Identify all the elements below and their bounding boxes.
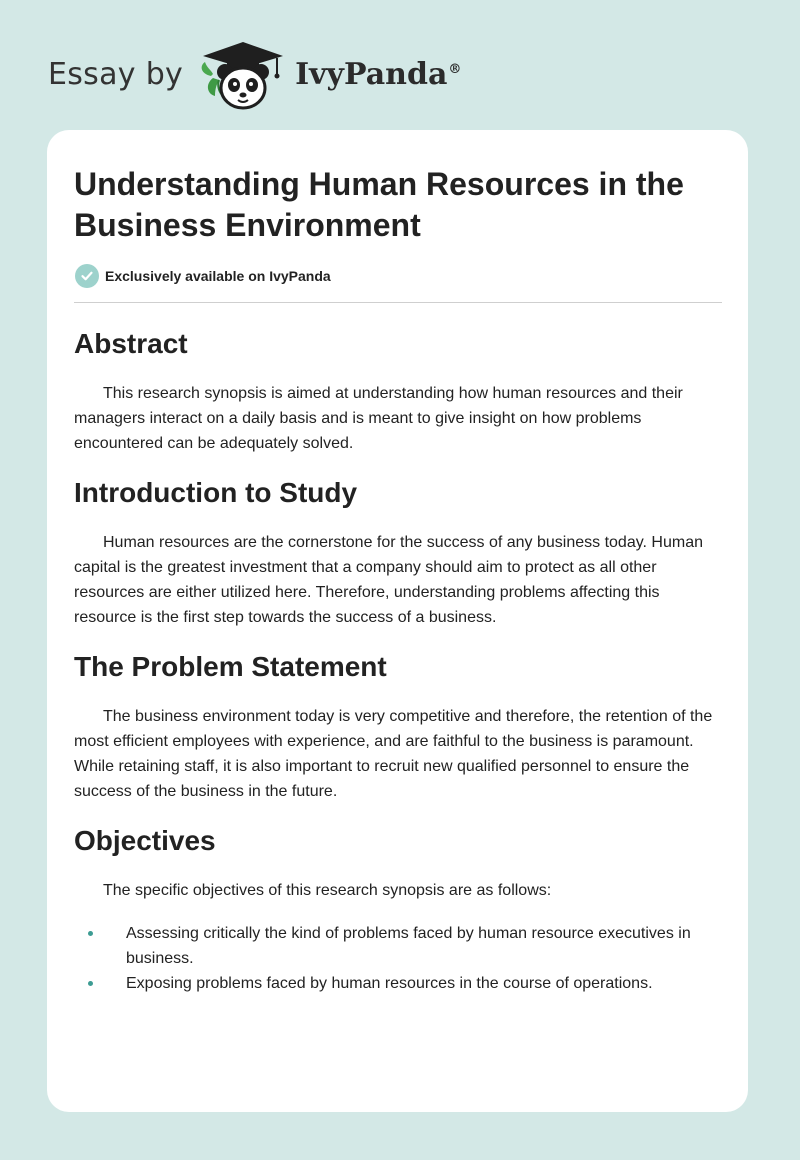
exclusive-badge-label: Exclusively available on IvyPanda <box>105 268 331 284</box>
check-icon <box>75 264 99 288</box>
section-problem-statement <box>74 650 722 804</box>
objectives-list <box>74 921 722 996</box>
essay-by-label: Essay by <box>48 56 184 92</box>
bullet-icon <box>88 931 93 936</box>
section-paragraph: This research synopsis is aimed at understanding how human resources and their managers interact on a daily basis and is meant to give insight on how problems encountered can be adequately solved. <box>74 385 683 452</box>
registered-mark: ® <box>448 61 462 77</box>
section-heading: Objectives <box>74 825 216 856</box>
bullet-icon <box>88 981 93 986</box>
list-item <box>74 971 722 996</box>
section-paragraph: The specific objectives of this research synopsis are as follows: <box>103 882 552 899</box>
site-header <box>48 34 461 114</box>
exclusive-badge <box>74 264 722 303</box>
brand-name[interactable] <box>295 57 461 92</box>
list-item <box>74 921 722 971</box>
section-objectives <box>74 824 722 996</box>
section-paragraph: The business environment today is very competitive and therefore, the retention of the most efficient employees with experience, and are faithful to the business is paramount. While retaining staff, it is also important to recruit new qualified personnel to ensure the success of the business in the future. <box>74 708 713 800</box>
brand-label: IvyPanda <box>295 56 448 92</box>
section-heading: The Problem Statement <box>74 651 387 682</box>
panda-face-icon <box>217 64 269 108</box>
list-item-text: Exposing problems faced by human resources in the course of operations. <box>126 975 653 992</box>
list-item-text: Assessing critically the kind of problems faced by human resource executives in business. <box>126 925 691 967</box>
panda-logo-icon[interactable] <box>197 36 289 112</box>
section-heading: Abstract <box>74 328 188 359</box>
section-introduction <box>74 476 722 630</box>
article-title: Understanding Human Resources in the Business Environment <box>74 166 684 243</box>
article-card <box>47 130 748 1112</box>
section-paragraph: Human resources are the cornerstone for the success of any business today. Human capital is the greatest investment that a company should aim to protect as all other resources are either utilized here. Therefore, understanding problems affecting this resource is the first step towards the success of a business. <box>74 534 704 626</box>
section-abstract <box>74 327 722 456</box>
section-heading: Introduction to Study <box>74 477 358 508</box>
